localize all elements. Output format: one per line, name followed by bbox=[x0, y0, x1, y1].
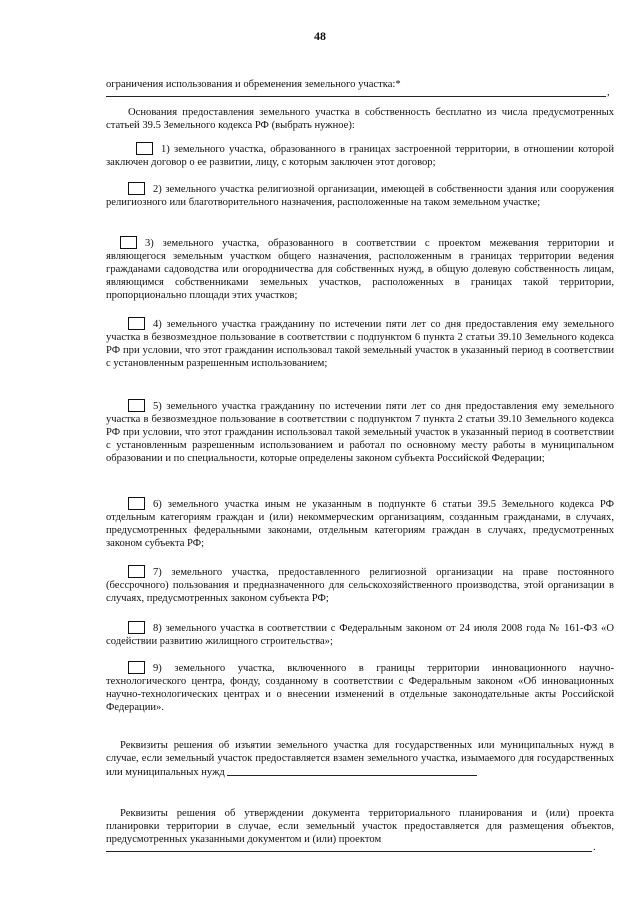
grounds-intro-text: Основания предоставления земельного участка в собственность бесплатно из числа предусмотренных статьей 39.5 Земельного кодекса РФ (выбрать нужное): bbox=[106, 107, 614, 132]
restrictions-text: ограничения использования и обременения земельного участка:* bbox=[106, 79, 401, 90]
option-9-text: 9) земельного участка, включенного в границы территории инновационного научно-технологического центра, фонду, созданному в соответствии с Федеральным законом «Об инновационных научно-технологических центрах и о внесении изменений в отдельные законодательные акты Российской Федерации». bbox=[106, 663, 614, 714]
option-8-text: 8) земельного участка в соответствии с Федеральным законом от 24 июля 2008 года № 161-ФЗ «О содействии развитию жилищного строительства»; bbox=[106, 623, 614, 648]
option-3-text: 3) земельного участка, образованного в соответствии с проектом межевания территории и являющегося земельным участком общего назначения, расположенным в границах территории ведения гражданами садоводства или огородничества для собственных нужд, в общую долевую собственность лицам, являющимся собственниками земельных участков, расположенных в границах такой территории, пропорционально площади этих участков; bbox=[106, 238, 614, 302]
final-period: . bbox=[593, 842, 596, 853]
planning-text: Реквизиты решения об утверждении документа территориального планирования и (или) проекта планировки территории в случае, если земельный участок предоставляется для размещения объектов, предусмотренных указанными документом и (или) проектом bbox=[106, 808, 614, 846]
option-7-text: 7) земельного участка, предоставленного религиозной организации на праве постоянного (бессрочного) пользования и предназначенного для сельскохозяйственного производства, этой организации в случаях, предусмотренных законом субъекта РФ; bbox=[106, 567, 614, 605]
option-2-checkbox[interactable] bbox=[128, 182, 145, 195]
option-5[interactable] bbox=[106, 399, 614, 465]
option-8[interactable] bbox=[106, 621, 614, 648]
restrictions-underline bbox=[106, 96, 606, 97]
restrictions-field[interactable] bbox=[106, 87, 614, 98]
option-2-text: 2) земельного участка религиозной организации, имеющей в собственности здания или сооружения религиозного или благотворительного назначения, расположенные на таком земельном участке; bbox=[106, 184, 614, 209]
planning-field[interactable] bbox=[106, 842, 614, 853]
option-3-checkbox[interactable] bbox=[120, 236, 137, 249]
option-5-text: 5) земельного участка гражданину по истечении пяти лет со дня предоставления ему земельного участка в безвозмездное пользование в соответствии с подпунктом 7 пункта 2 статьи 39.10 Земельного кодекса РФ при условии, что этот гражданин использовал такой земельный участок в указанный период в соответствии с установленным разрешенным использованием и работал по основному месту работы в муниципальном образовании и по специальности, которые определены законом субъекта Российской Федерации; bbox=[106, 401, 614, 465]
option-9[interactable] bbox=[106, 661, 614, 714]
option-7-checkbox[interactable] bbox=[128, 565, 145, 578]
option-9-checkbox[interactable] bbox=[128, 661, 145, 674]
option-6-checkbox[interactable] bbox=[128, 497, 145, 510]
seizure-text: Реквизиты решения об изъятии земельного участка для государственных или муниципальных нужд в случае, если земельный участок предоставляется взамен земельного участка, изымаемого для государственных или муниципальных нужд bbox=[106, 740, 614, 779]
grounds-intro bbox=[106, 106, 614, 132]
option-5-checkbox[interactable] bbox=[128, 399, 145, 412]
option-1-checkbox[interactable] bbox=[136, 142, 153, 155]
option-4-text: 4) земельного участка гражданину по истечении пяти лет со дня предоставления ему земельного участка в безвозмездное пользование в соответствии с подпунктом 6 пункта 2 статьи 39.10 Земельного кодекса РФ при условии, что этот гражданин использовал такой земельный участок в указанный период в соответствии с установленным разрешенным использованием; bbox=[106, 319, 614, 370]
option-6[interactable] bbox=[106, 497, 614, 550]
planning-underline bbox=[106, 851, 592, 852]
option-4-checkbox[interactable] bbox=[128, 317, 145, 330]
option-1-text: 1) земельного участка, образованного в границах застроенной территории, в отношении которой заключен договор о ее развитии, лицу, с которым заключен этот договор; bbox=[106, 144, 614, 169]
planning-section bbox=[106, 807, 614, 846]
page-number: 48 bbox=[314, 29, 326, 43]
restrictions-label bbox=[106, 78, 614, 91]
option-7[interactable] bbox=[106, 565, 614, 605]
seizure-field[interactable] bbox=[227, 765, 477, 776]
option-2[interactable] bbox=[106, 182, 614, 209]
trailing-comma: , bbox=[607, 87, 610, 98]
seizure-section bbox=[106, 739, 614, 779]
option-4[interactable] bbox=[106, 317, 614, 370]
option-8-checkbox[interactable] bbox=[128, 621, 145, 634]
option-3[interactable] bbox=[106, 236, 614, 302]
option-1[interactable] bbox=[106, 142, 614, 169]
option-6-text: 6) земельного участка иным не указанным в подпункте 6 статьи 39.5 Земельного кодекса РФ отдельным категориям граждан и (или) некоммерческим организациям, созданным гражданами, в случаях, предусмотренных федеральными законами, отдельным категориям граждан в случаях, предусмотренных законом субъекта РФ; bbox=[106, 499, 614, 550]
